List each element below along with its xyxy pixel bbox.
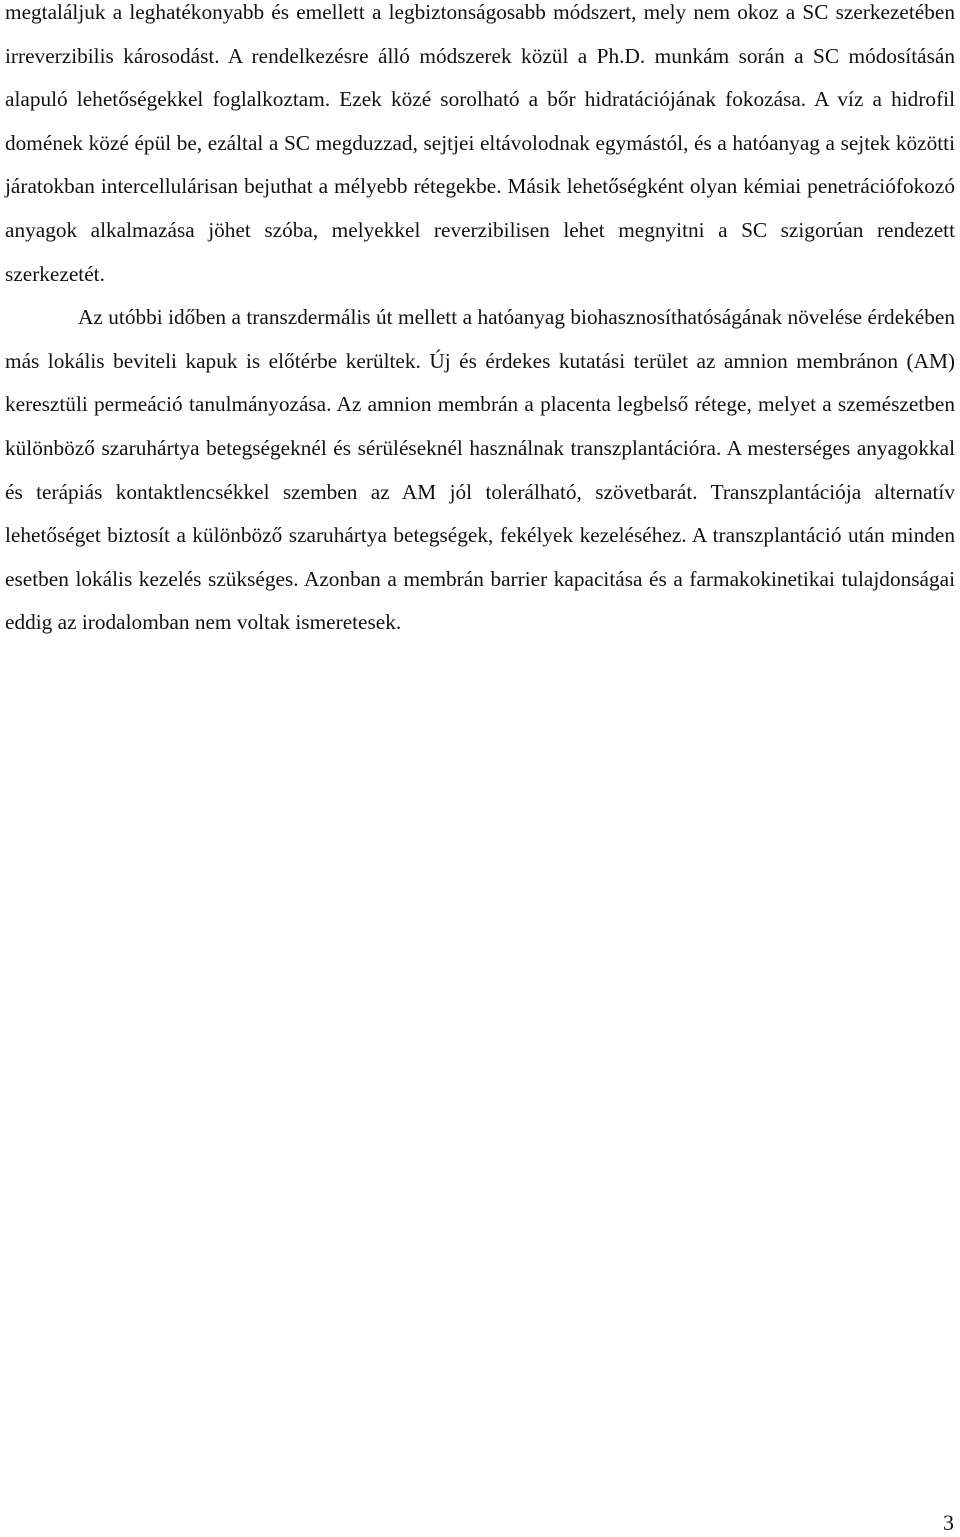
page-number: 3 <box>943 1510 954 1535</box>
paragraph-1: megtaláljuk a leghatékonyabb és emellett a legbiztonságosabb módszert, mely nem okoz a SC szerkezetében irreverzibilis károsodást. A rendelkezésre álló módszerek közül a Ph.D. munkám során a SC módosításán alapuló lehetőségekkel foglalkoztam. Ezek közé sorolható a bőr hidratációjának fokozása. A víz a hidrofil domének közé épül be, ezáltal a SC megduzzad, sejtjei eltávolodnak egymástól, és a hatóanyag a sejtek közötti járatokban intercellulárisan bejuthat a mélyebb rétegekbe. Másik lehetőségként olyan kémiai penetrációfokozó anyagok alkalmazása jöhet szóba, melyekkel reverzibilisen lehet megnyitni a SC szigorúan rendezett szerkezetét. <box>5 0 955 286</box>
paragraph-2: Az utóbbi időben a transzdermális út mellett a hatóanyag biohasznosíthatóságának növelése érdekében más lokális beviteli kapuk is előtérbe kerültek. Új és érdekes kutatási terület az amnion membránon (AM) keresztüli permeáció tanulmányozása. Az amnion membrán a placenta legbelső rétege, melyet a szemészetben különböző szaruhártya betegségeknél és sérüléseknél használnak transzplantációra. A mesterséges anyagokkal és terápiás kontaktlencsékkel szemben az AM jól tolerálható, szövetbarát. Transzplantációja alternatív lehetőséget biztosít a különböző szaruhártya betegségek, fekélyek kezeléséhez. A transzplantáció után minden esetben lokális kezelés szükséges. Azonban a membrán barrier kapacitása és a farmakokinetikai tulajdonságai eddig az irodalomban nem voltak ismeretesek. <box>5 305 955 635</box>
document-page <box>5 0 955 645</box>
